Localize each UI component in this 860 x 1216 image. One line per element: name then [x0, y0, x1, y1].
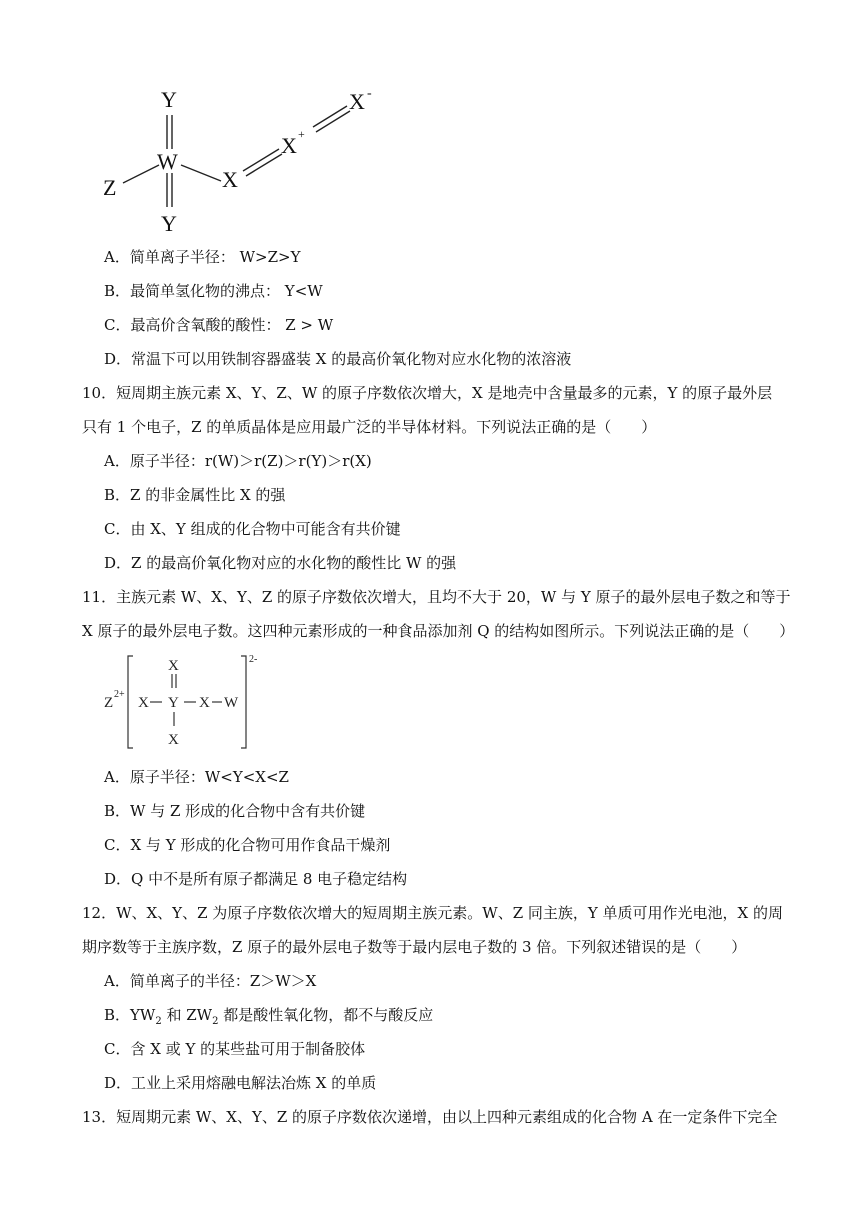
q12-stem-line1: 12．W、X、Y、Z 为原子序数依次增大的短周期主族元素。W、Z 同主族，Y 单质可用作光电池，X 的周 [82, 904, 784, 922]
q12-option-b-part1: B．YW [104, 1006, 156, 1024]
q11-option-c: C．X 与 Y 形成的化合物可用作食品干燥剂 [104, 836, 391, 854]
atom-y-bottom: Y [161, 211, 177, 235]
q12-option-b-part2: 和 ZW [161, 1006, 213, 1024]
q12-option-a: A．简单离子的半径：Z＞W＞X [104, 972, 317, 990]
bond-x-xplus-2 [246, 154, 282, 176]
q11-stem-line1: 11．主族元素 W、X、Y、Z 的原子序数依次增大，且均不大于 20，W 与 Y 原子的最外层电子数之和等于 [82, 588, 791, 606]
q9-option-b: B．最简单氢化物的沸点： Y<W [104, 282, 323, 300]
q10-option-a: A．原子半径：r(W)＞r(Z)＞r(Y)＞r(X) [104, 452, 372, 470]
bond-w-z [123, 165, 159, 183]
q12-option-b [104, 1004, 433, 1027]
q10-option-d: D．Z 的最高价氧化物对应的水化物的酸性比 W 的强 [104, 554, 457, 572]
q10-option-c: C．由 X、Y 组成的化合物中可能含有共价键 [104, 520, 401, 538]
atom-x-top: X [168, 658, 179, 674]
bond-x-xplus-1 [243, 149, 279, 171]
left-bracket [128, 656, 133, 748]
cation-z: Z [104, 695, 114, 711]
atom-x-bond: X [222, 167, 238, 192]
q13-stem-line1: 13．短周期元素 W、X、Y、Z 的原子序数依次递增，由以上四种元素组成的化合物 A 在一定条件下完全 [82, 1108, 778, 1126]
structure-diagram-q [100, 652, 270, 752]
atom-y-center: Y [168, 695, 179, 711]
q9-option-a: A．简单离子半径： W>Z>Y [104, 248, 301, 266]
q11-option-d: D．Q 中不是所有原子都满足 8 电子稳定结构 [104, 870, 408, 888]
q12-option-d: D．工业上采用熔融电解法冶炼 X 的单质 [104, 1074, 377, 1092]
atom-w: W [157, 149, 178, 174]
q9-option-c: C．最高价含氧酸的酸性： Z > W [104, 316, 334, 334]
atom-x-bottom: X [168, 732, 179, 748]
q12-option-c: C．含 X 或 Y 的某些盐可用于制备胶体 [104, 1040, 366, 1058]
structure-diagram-1 [95, 85, 385, 235]
q12-option-b-part3: 都是酸性氧化物，都不与酸反应 [218, 1006, 434, 1024]
atom-x-anion: X [349, 89, 365, 114]
atom-x-cation: X [281, 133, 297, 158]
q12-option-b-sub1: 2 [155, 1016, 162, 1027]
cation-superscript: + [298, 127, 305, 141]
q10-stem-line1: 10．短周期主族元素 X、Y、Z、W 的原子序数依次增大，X 是地壳中含量最多的元素，Y 的原子最外层 [82, 384, 773, 402]
cation-charge: 2+ [114, 689, 125, 700]
anion-superscript: - [367, 86, 372, 101]
q12-option-b-sub2: 2 [212, 1016, 219, 1027]
bond-w-x [181, 165, 221, 181]
atom-y-top: Y [161, 87, 177, 112]
q9-option-d: D．常温下可以用铁制容器盛装 X 的最高价氧化物对应水化物的浓溶液 [104, 350, 572, 368]
right-bracket [241, 656, 246, 748]
q11-stem-line2: X 原子的最外层电子数。这四种元素形成的一种食品添加剂 Q 的结构如图所示。下列说法正确的是（ ） [82, 622, 795, 640]
atom-w-right: W [224, 695, 239, 711]
q12-stem-line2: 期序数等于主族序数，Z 原子的最外层电子数等于最内层电子数的 3 倍。下列叙述错误的是（ ） [82, 938, 747, 956]
anion-charge: 2- [249, 654, 258, 665]
q10-stem-line2: 只有 1 个电子，Z 的单质晶体是应用最广泛的半导体材料。下列说法正确的是（ ） [82, 418, 657, 436]
q11-option-b: B．W 与 Z 形成的化合物中含有共价键 [104, 802, 366, 820]
atom-z: Z [103, 175, 117, 200]
atom-x-left: X [138, 695, 149, 711]
atom-x-right: X [199, 695, 210, 711]
q11-option-a: A．原子半径：W<Y<X<Z [104, 768, 289, 786]
q10-option-b: B．Z 的非金属性比 X 的强 [104, 486, 286, 504]
